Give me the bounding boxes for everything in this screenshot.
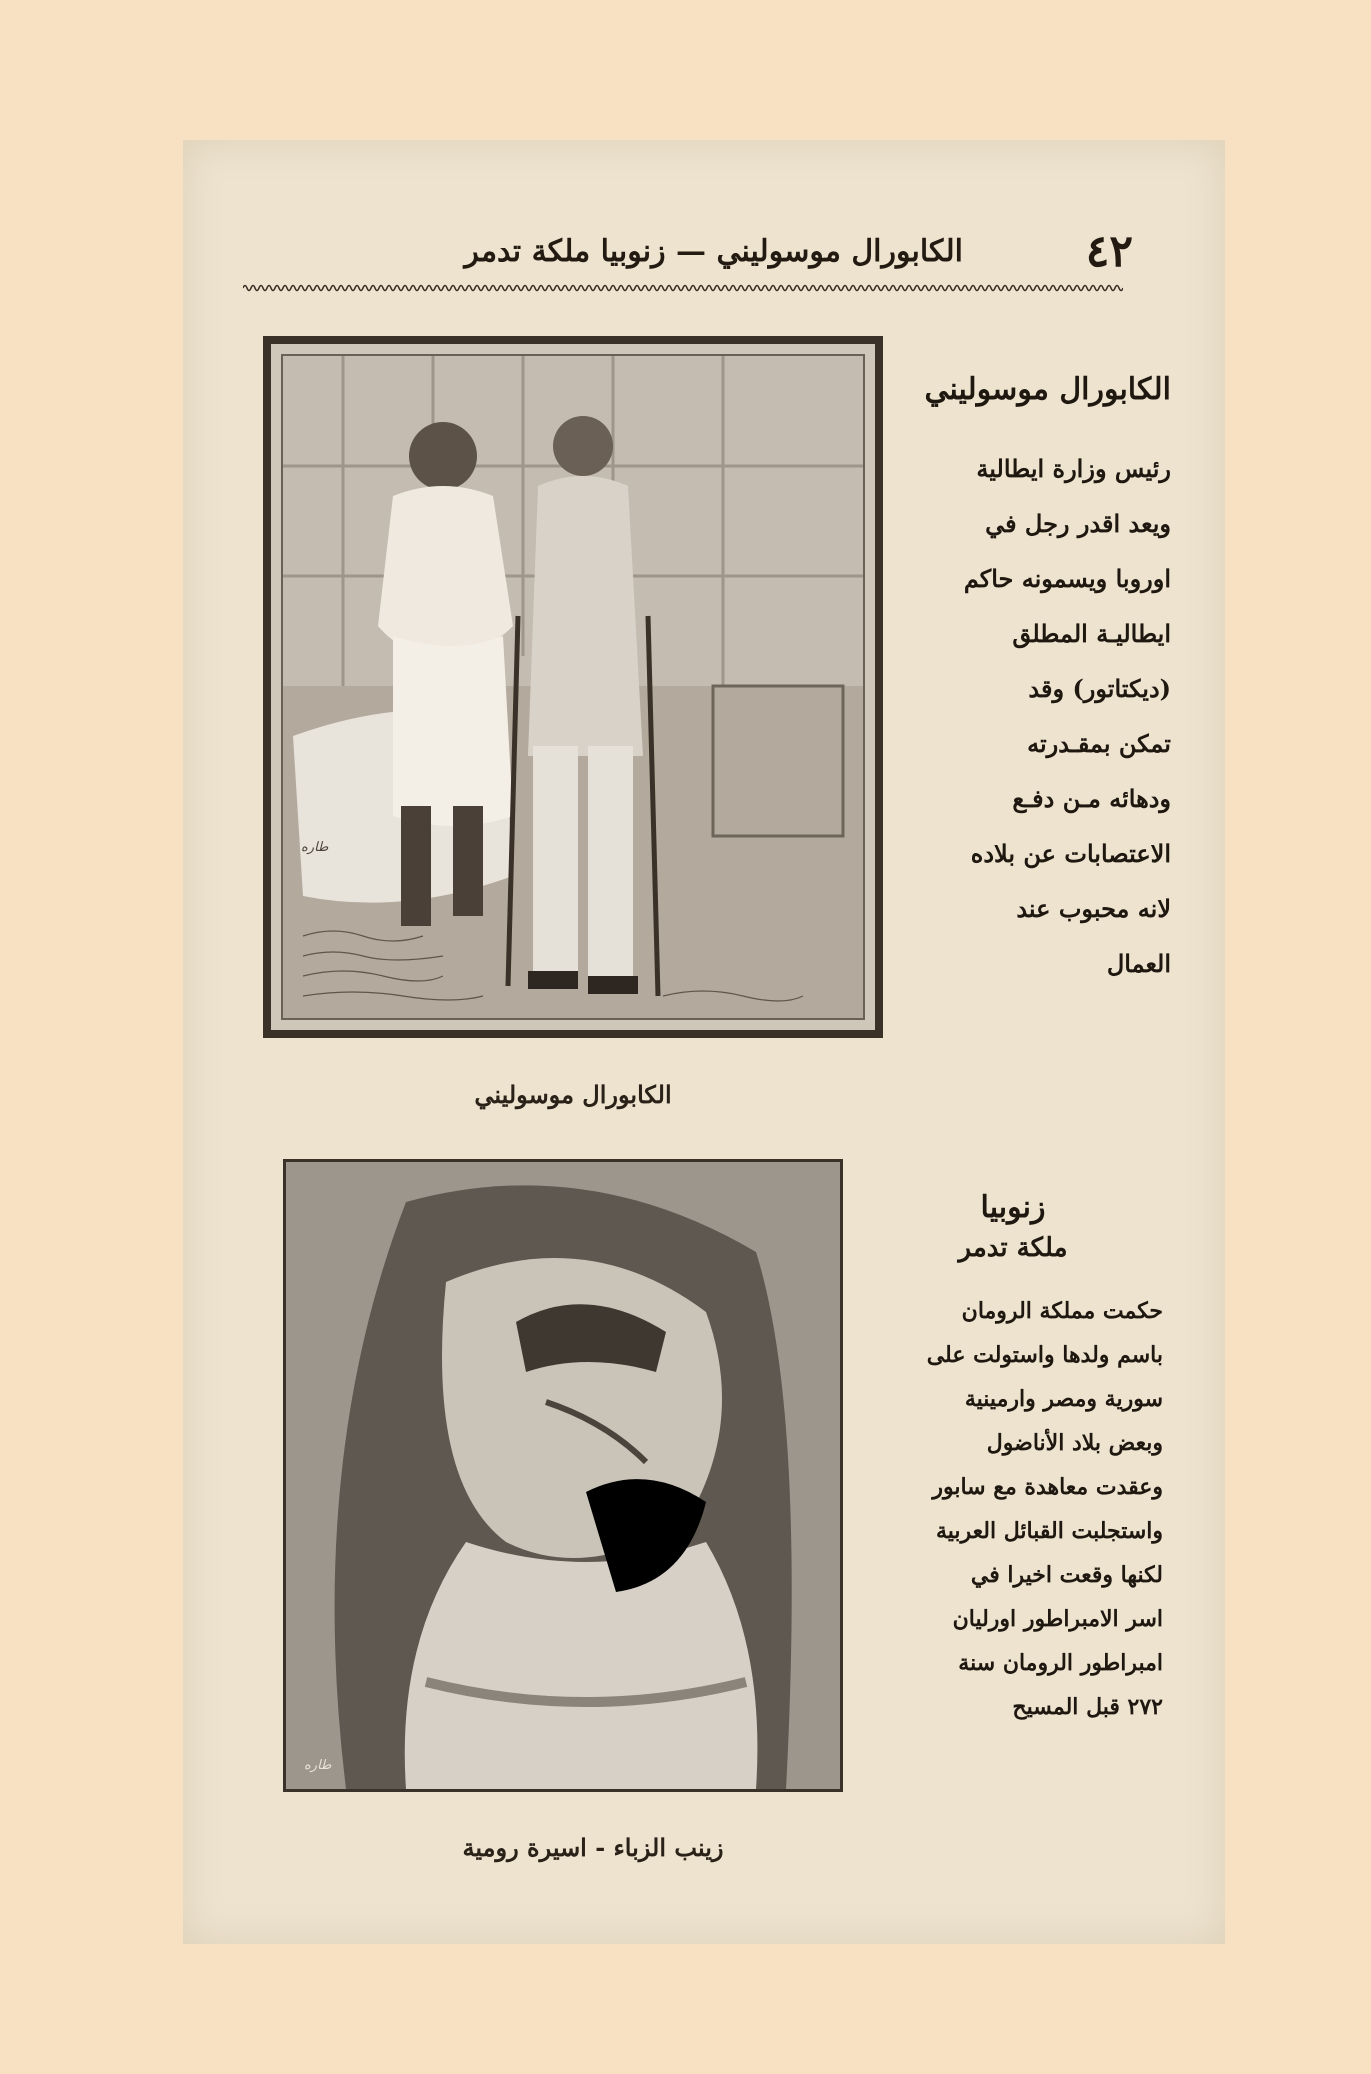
- mussolini-body: [901, 441, 1171, 991]
- text-line: العمال: [1106, 949, 1171, 978]
- zenobia-subheading: ملكة تدمر: [958, 1233, 1068, 1263]
- running-title: الكابورال موسوليني — زنوبيا ملكة تدمر: [464, 234, 963, 269]
- mussolini-article: [901, 372, 1171, 991]
- mussolini-photo: [263, 336, 883, 1038]
- text-line: ايطاليـة المطلق: [1012, 619, 1171, 648]
- text-line: ودهائه مـن دفـع: [1012, 784, 1171, 813]
- zenobia-sculpture-illustration: [286, 1162, 840, 1789]
- text-line: حكمت مملكة الرومان: [961, 1298, 1163, 1324]
- photo-signature: طاره: [304, 1758, 332, 1773]
- text-line: وبعض بلاد الأناضول: [986, 1430, 1163, 1456]
- photo-signature: طاره: [301, 840, 329, 855]
- text-line: اسر الامبراطور اورليان: [952, 1606, 1163, 1632]
- zenobia-caption: زينب الزباء - اسيرة رومية: [462, 1833, 724, 1862]
- zenobia-photo: [283, 1159, 843, 1792]
- page-number: ٤٢: [1085, 226, 1133, 277]
- wavy-divider: [243, 282, 1123, 294]
- text-line: (ديكتاتور) وقد: [1028, 674, 1171, 703]
- text-line: باسم ولدها واستولت على: [926, 1342, 1163, 1368]
- text-line: امبراطور الرومان سنة: [958, 1650, 1163, 1676]
- scanned-page: [183, 140, 1225, 1944]
- zenobia-heading: زنوبيا: [980, 1190, 1046, 1225]
- zenobia-article: [863, 1190, 1163, 1729]
- mussolini-heading: الكابورال موسوليني: [924, 372, 1171, 407]
- zenobia-body: [863, 1289, 1163, 1729]
- text-line: اوروبا ويسمونه حاكم: [963, 564, 1171, 593]
- text-line: لكنها وقعت اخيرا في: [970, 1562, 1163, 1588]
- text-line: وعقدت معاهدة مع سابور: [932, 1474, 1163, 1500]
- text-line: الاعتصابات عن بلاده: [970, 839, 1171, 868]
- hospital-scene-illustration: [283, 356, 863, 1018]
- text-line: واستجلبت القبائل العربية: [935, 1518, 1163, 1544]
- text-line: تمكن بمقـدرته: [1027, 729, 1171, 758]
- text-line: ويعد اقدر رجل في: [985, 509, 1171, 538]
- text-line: سورية ومصر وارمينية: [964, 1386, 1163, 1412]
- text-line: ٢٧٢ قبل المسيح: [1012, 1694, 1163, 1720]
- mussolini-caption: الكابورال موسوليني: [474, 1080, 672, 1109]
- text-line: رئيس وزارة ايطالية: [976, 454, 1171, 483]
- text-line: لانه محبوب عند: [1016, 894, 1171, 923]
